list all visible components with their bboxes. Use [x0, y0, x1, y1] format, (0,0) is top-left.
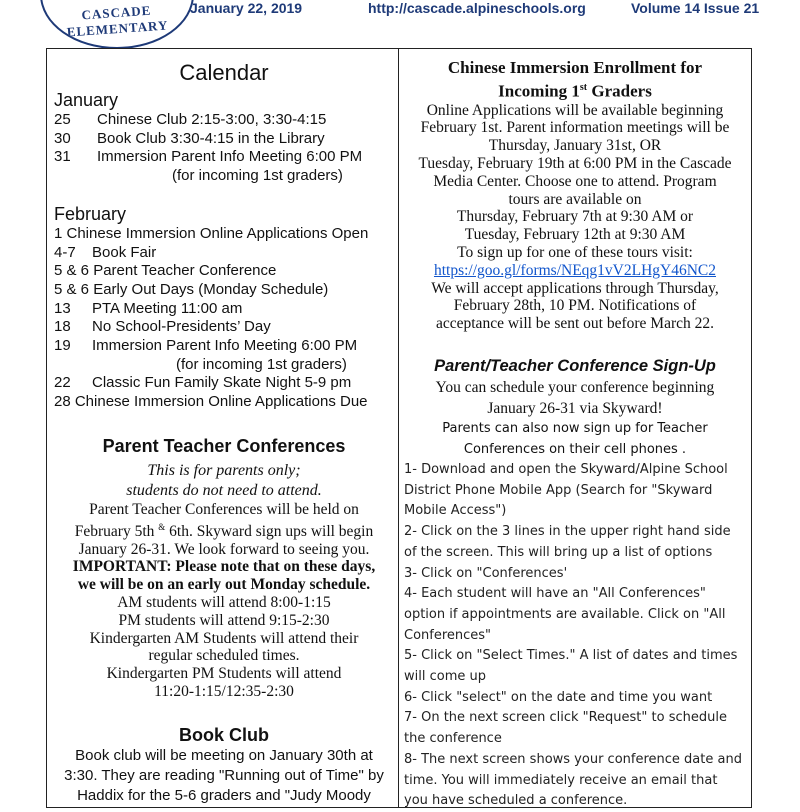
right-column: [404, 48, 746, 812]
step-line: 4- Each student will have an "All Conferences": [404, 586, 706, 602]
calendar-event: [54, 318, 394, 337]
signup-line: Parents can also now sign up for Teacher: [442, 421, 708, 437]
chinese-line: tours are available on: [508, 190, 642, 208]
step-line: 8- The next screen shows your conference date and: [404, 751, 742, 767]
step-line: option if appointments are available. Click on "All: [404, 606, 726, 622]
calendar-event: [54, 337, 394, 356]
step-line: 3- Click on "Conferences': [404, 565, 568, 581]
ptc-important: we will be on an early out Monday schedule.: [77, 576, 371, 594]
column-divider: [398, 48, 399, 808]
january-heading: January: [54, 90, 119, 110]
step-line: 7- On the next screen click "Request" to schedule: [404, 710, 727, 726]
heading-part: Incoming 1: [498, 81, 580, 101]
event-day: 22: [54, 374, 71, 392]
ptc-line: Kindergarten PM Students will attend: [106, 665, 342, 683]
chinese-line: To sign up for one of these tours visit:: [457, 244, 693, 262]
calendar-event: [54, 111, 394, 130]
book-club-heading: Book Club: [179, 724, 269, 745]
heading-part: Graders: [587, 81, 652, 101]
chinese-line: February 1st. Parent information meetings will be: [420, 119, 730, 137]
step-line: 2- Click on the 3 lines in the upper right hand side: [404, 524, 731, 540]
calendar-event: [54, 130, 394, 149]
book-club-line: Book club will be meeting on January 30th at: [75, 746, 373, 764]
ptc-italic-1: This is for parents only;: [147, 461, 301, 479]
calendar-event: 28 Chinese Immersion Online Applications Due: [54, 393, 368, 411]
ptc-line: 11:20-1:15/12:35-2:30: [154, 682, 294, 700]
chinese-line: We will accept applications through Thursday,: [431, 279, 719, 297]
event-note: (for incoming 1st graders): [172, 167, 343, 185]
event-day: 13: [54, 299, 71, 317]
step-line: will come up: [404, 669, 486, 685]
ptc-line: AM students will attend 8:00-1:15: [117, 593, 331, 611]
chinese-line: February 28th, 10 PM. Notifications of: [453, 297, 697, 315]
ptc-line: regular scheduled times.: [148, 647, 300, 665]
event-day: 25: [54, 111, 71, 128]
event-text: Immersion Parent Info Meeting 6:00 PM: [97, 148, 363, 166]
chinese-line: Thursday, February 7th at 9:30 AM or: [456, 208, 694, 226]
calendar-event: 5 & 6 Early Out Days (Monday Schedule): [54, 280, 329, 298]
calendar-event: [54, 244, 394, 263]
ptc-important: IMPORTANT: Please note that on these days,: [72, 558, 376, 576]
ptc-amp: &: [158, 521, 166, 532]
ptc-line: Kindergarten AM Students will attend their: [89, 629, 359, 647]
event-day: 4-7: [54, 243, 76, 261]
signup-line: You can schedule your conference beginning: [435, 379, 715, 397]
book-club-line: Haddix for the 5-6 graders and "Judy Moody: [77, 786, 371, 804]
step-line: 5- Click on "Select Times." A list of dates and times: [404, 648, 738, 664]
calendar-event: [54, 374, 394, 393]
step-line: District Phone Mobile App (Search for "Skyward: [404, 482, 713, 498]
step-line: Conferences": [404, 627, 492, 643]
heading-sup: st: [579, 82, 588, 93]
ptc-italic-2: students do not need to attend.: [126, 481, 322, 499]
ptc-line: [54, 519, 394, 541]
ptc-line: January 26-31. We look forward to seeing you.: [78, 540, 370, 558]
event-text: PTA Meeting 11:00 am: [92, 299, 243, 317]
book-club-line: 3:30. They are reading "Running out of Time" by: [64, 766, 384, 784]
chinese-line: Tuesday, February 19th at 6:00 PM in the Cascade: [418, 155, 732, 173]
event-day: 18: [54, 318, 71, 336]
logo-text: CASCADE ELEMENTARY: [66, 2, 169, 40]
event-text: Book Club 3:30-4:15 in the Library: [97, 129, 325, 147]
chinese-line: Thursday, January 31st, OR: [488, 137, 662, 155]
calendar-title: Calendar: [179, 60, 269, 85]
chinese-line: Online Applications will be available beginning: [426, 101, 724, 119]
calendar-event: 5 & 6 Parent Teacher Conference: [54, 262, 277, 280]
signup-steps: [404, 460, 746, 812]
event-text: No School-Presidents’ Day: [92, 318, 271, 336]
event-text: Immersion Parent Info Meeting 6:00 PM: [92, 337, 358, 355]
event-day: 30: [54, 129, 71, 147]
calendar-event: [54, 148, 394, 167]
chinese-line: Media Center. Choose one to attend. Program: [433, 172, 717, 190]
step-line: the conference: [404, 731, 502, 747]
ptc-line: PM students will attend 9:15-2:30: [118, 611, 330, 629]
chinese-heading: Chinese Immersion Enrollment for: [447, 58, 703, 77]
event-text: Book Fair: [92, 243, 157, 261]
step-line: 6- Click "select" on the date and time you want: [404, 689, 713, 705]
tour-link-line: [404, 262, 746, 280]
calendar-event: [54, 300, 394, 319]
calendar-event: 1 Chinese Immersion Online Applications Open: [54, 224, 369, 242]
chinese-heading: [404, 78, 746, 102]
event-text: Classic Fun Family Skate Night 5-9 pm: [92, 374, 352, 392]
ptc-date: February 5th: [74, 522, 155, 540]
step-line: 1- Download and open the Skyward/Alpine School: [404, 462, 728, 478]
chinese-line: Tuesday, February 12th at 9:30 AM: [464, 226, 686, 244]
ptc-date-rest: 6th. Skyward sign ups will begin: [169, 522, 374, 540]
issue-date: January 22, 2019: [190, 0, 303, 16]
step-line: time. You will immediately receive an email that: [404, 772, 718, 788]
left-column: [54, 48, 394, 806]
signup-heading: Parent/Teacher Conference Sign-Up: [434, 357, 716, 376]
school-url[interactable]: http://cascade.alpineschools.org: [368, 0, 586, 16]
event-note: (for incoming 1st graders): [176, 355, 347, 373]
event-text: Chinese Club 2:15-3:00, 3:30-4:15: [97, 111, 327, 128]
chinese-line: acceptance will be sent out before March 22.: [435, 315, 715, 333]
ptc-heading: Parent Teacher Conferences: [102, 435, 346, 456]
tour-signup-link[interactable]: https://goo.gl/forms/NEqg1vV2LHgY46NC2: [433, 261, 716, 279]
step-line: you have scheduled a conference.: [404, 793, 628, 809]
event-day: 19: [54, 337, 71, 355]
step-line: Mobile Access"): [404, 503, 507, 519]
newsletter-header: [0, 0, 800, 48]
signup-line: Conferences on their cell phones .: [463, 441, 687, 457]
ptc-line: Parent Teacher Conferences will be held on: [89, 500, 359, 518]
school-logo: [40, 0, 194, 49]
volume-issue: Volume 14 Issue 21: [631, 0, 760, 16]
signup-line: January 26-31 via Skyward!: [487, 399, 663, 417]
february-heading: February: [54, 203, 127, 224]
step-line: of the screen. This will bring up a list of options: [404, 544, 713, 560]
event-day: 31: [54, 148, 71, 166]
